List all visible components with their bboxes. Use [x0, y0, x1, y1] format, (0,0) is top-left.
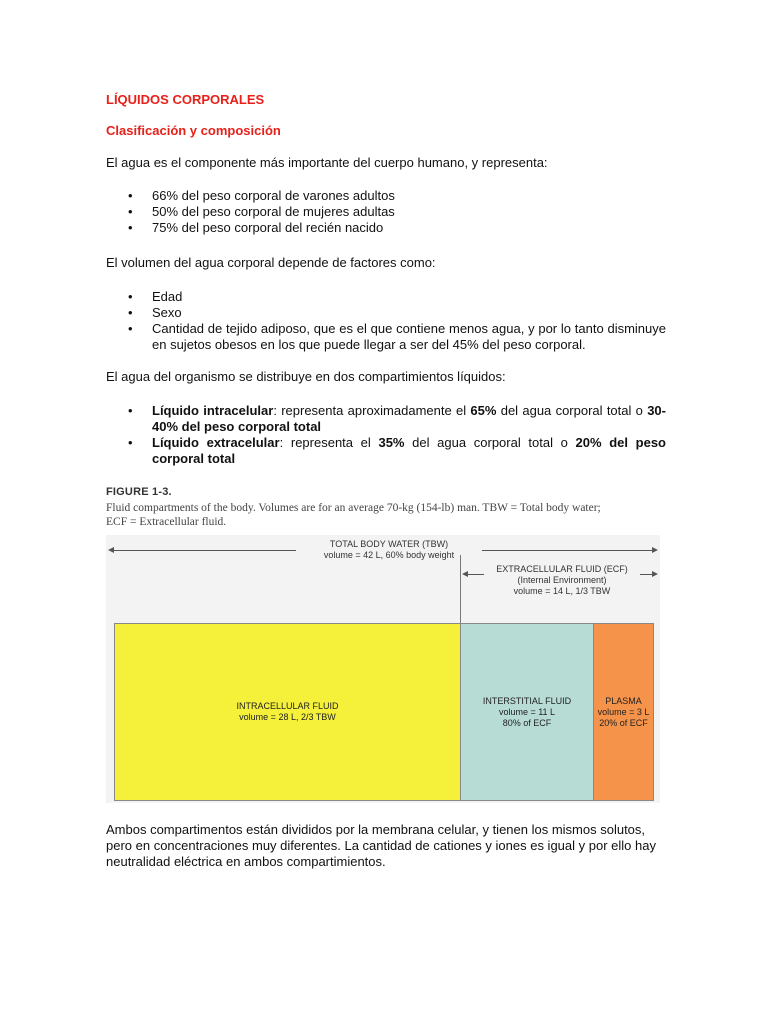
isf-percent: 80% of ECF	[502, 717, 552, 728]
list-item: • Edad	[106, 289, 666, 305]
arrow-left-icon	[462, 571, 468, 577]
list-item-intracelular	[106, 403, 666, 435]
plasma-volume: volume = 3 L	[597, 706, 650, 717]
ecf-volume: volume = 14 L, 1/3 TBW	[513, 586, 611, 596]
icf-volume: volume = 28 L, 2/3 TBW	[239, 712, 336, 722]
ecf-title: EXTRACELLULAR FLUID (ECF)	[496, 564, 628, 574]
arrow-right-icon	[652, 571, 658, 577]
distribution-intro: El agua del organismo se distribuye en dos compartimientos líquidos:	[106, 369, 506, 384]
list-item: • 50% del peso corporal de mujeres adultas	[106, 204, 666, 220]
plasma-block	[593, 623, 654, 801]
intracellular-fluid-block	[114, 623, 461, 801]
arrow-right-icon	[652, 547, 658, 553]
list-item: • Sexo	[106, 305, 666, 321]
factors-intro: El volumen del agua corporal depende de factores como:	[106, 255, 436, 270]
list-item-extracelular	[106, 435, 666, 467]
text-segment: : representa aproximadamente el	[273, 403, 471, 418]
list-item: • 66% del peso corporal de varones adultos	[106, 188, 666, 204]
tbw-volume: volume = 42 L, 60% body weight	[323, 550, 455, 560]
plasma-title: PLASMA	[605, 695, 642, 706]
tbw-title: TOTAL BODY WATER (TBW)	[329, 539, 449, 549]
figure-caption: Fluid compartments of the body. Volumes are for an average 70-kg (154-lb) man. TBW = Total body water; ECF = Extracellular fluid.	[106, 502, 601, 528]
figure-diagram	[106, 535, 660, 803]
interstitial-fluid-block	[460, 623, 594, 801]
isf-title: INTERSTITIAL FLUID	[482, 695, 572, 706]
list-item: • 75% del peso corporal del recién nacido	[106, 220, 666, 236]
tbw-label	[296, 539, 482, 561]
icf-title: INTRACELLULAR FLUID	[236, 701, 339, 711]
arrow-left-icon	[108, 547, 114, 553]
ecf-boundary-line	[460, 555, 461, 623]
plasma-percent: 20% of ECF	[599, 717, 648, 728]
factors-list	[106, 289, 666, 353]
ecf-subtitle: (Internal Environment)	[517, 575, 607, 585]
page-title: LÍQUIDOS CORPORALES	[106, 92, 265, 107]
weight-extracelular: 20% del peso corporal total	[152, 435, 666, 466]
weight-intracelular: 30-40% del peso corporal total	[152, 403, 666, 434]
text-segment: del agua corporal total o	[496, 403, 648, 418]
list-item: • Cantidad de tejido adiposo, que es el que contiene menos agua, y por lo tanto disminuye en sujetos obesos en los que puede llegar a ser del 45% del peso corporal.	[106, 321, 666, 353]
term-intracelular: Líquido intracelular	[152, 403, 274, 418]
compartments-list	[106, 403, 666, 467]
text-segment: del agua corporal total o	[404, 435, 576, 450]
text-segment: : representa el	[279, 435, 379, 450]
closing-paragraph: Ambos compartimentos están divididos por la membrana celular, y tienen los mismos solutos, pero en concentraciones muy diferentes. La cantidad de cationes y iones es igual y por ello hay neutralidad eléctrica en ambos compartimientos.	[106, 822, 656, 869]
pct-intracelular: 65%	[470, 403, 497, 418]
water-percent-list	[106, 188, 666, 236]
isf-volume: volume = 11 L	[498, 706, 556, 717]
ecf-label	[484, 564, 640, 597]
pct-extracelular: 35%	[378, 435, 405, 450]
intro-paragraph: El agua es el componente más importante del cuerpo humano, y representa:	[106, 155, 548, 170]
figure-label: FIGURE 1-3.	[106, 486, 172, 498]
section-subtitle: Clasificación y composición	[106, 123, 281, 138]
term-extracelular: Líquido extracelular	[152, 435, 280, 450]
